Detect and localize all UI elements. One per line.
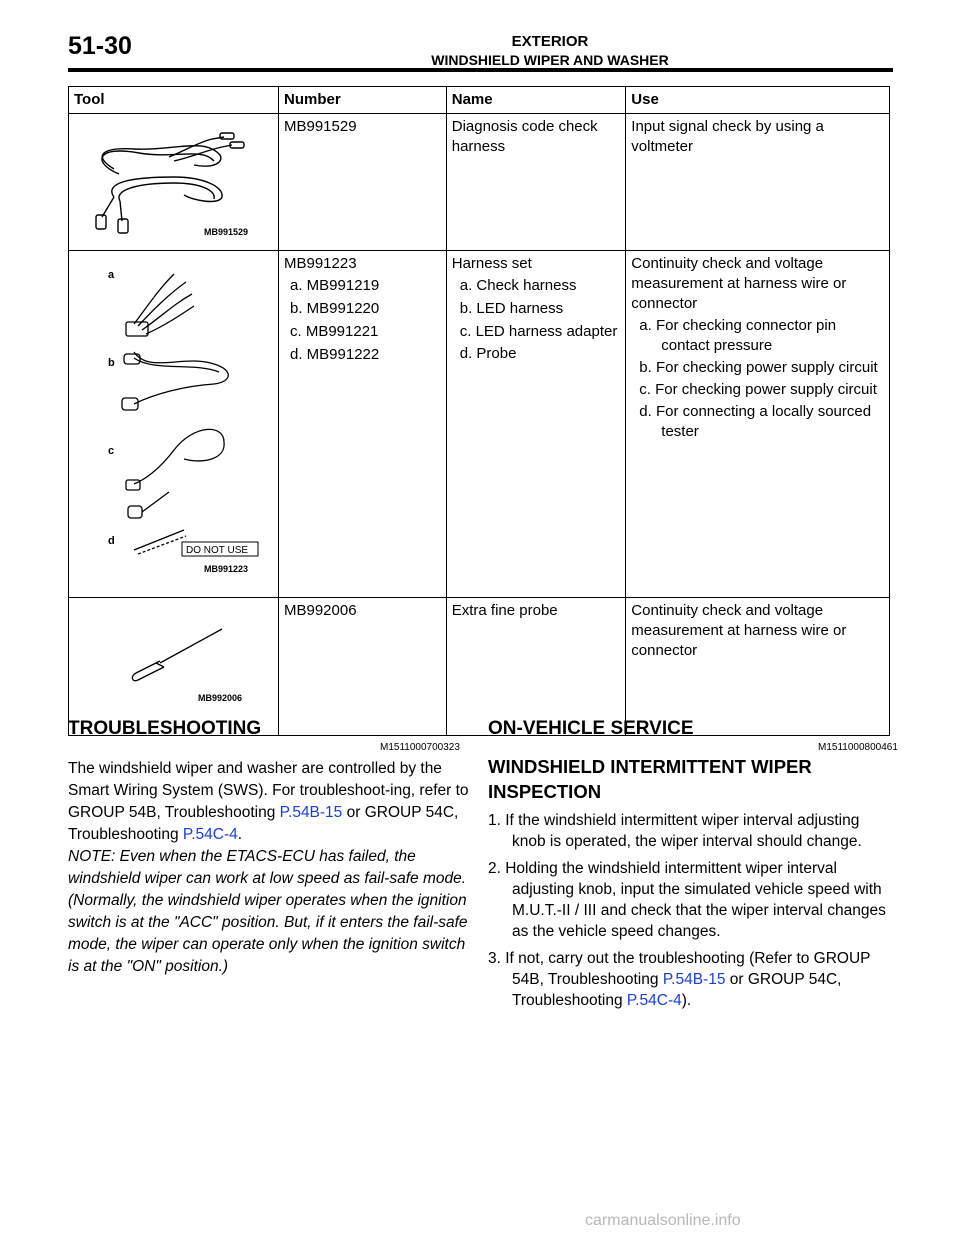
tool-number-item: a. MB991219 bbox=[290, 277, 380, 294]
harness-set-illustration bbox=[74, 254, 274, 588]
tool-name-item: a. Check harness bbox=[459, 277, 577, 294]
tool-image-cell bbox=[69, 598, 279, 736]
header-number: Number bbox=[279, 87, 447, 114]
page-number: 51-30 bbox=[68, 32, 132, 60]
extra-fine-probe-illustration bbox=[74, 601, 274, 726]
link-p54b-15[interactable]: P.54B-15 bbox=[662, 971, 726, 988]
tool-name bbox=[446, 251, 626, 598]
image-letter-d: d bbox=[108, 535, 115, 547]
tool-number: MB991529 bbox=[279, 114, 447, 251]
troubleshooting-code: M1511000700323 bbox=[380, 742, 460, 753]
tool-use: Continuity check and voltage measurement at harness wire or connector bbox=[626, 598, 890, 736]
tool-number-item: b. MB991220 bbox=[290, 300, 380, 317]
link-p54b-15[interactable]: P.54B-15 bbox=[279, 804, 343, 821]
tool-name-main: Harness set bbox=[451, 255, 532, 272]
tool-number: MB992006 bbox=[279, 598, 447, 736]
table-row bbox=[69, 598, 890, 736]
step-item bbox=[488, 948, 893, 1011]
tool-number-item: d. MB991222 bbox=[290, 346, 380, 363]
tool-use-item: c. For checking power supply circuit bbox=[639, 381, 877, 398]
tool-name-item: c. LED harness adapter bbox=[459, 323, 618, 340]
step-text: ). bbox=[681, 992, 692, 1009]
tool-number-main: MB991223 bbox=[284, 255, 357, 272]
paragraph-text: or GROUP 54C, Troubleshooting bbox=[68, 804, 459, 843]
troubleshooting-paragraph bbox=[68, 758, 473, 846]
tool-use-main: Continuity check and voltage measurement at harness wire or connector bbox=[631, 255, 847, 312]
service-code: M1511000800461 bbox=[818, 742, 898, 753]
tool-use-item: d. For connecting a locally sourced tester bbox=[639, 403, 872, 440]
section-subtitle: WINDSHIELD WIPER AND WASHER bbox=[431, 52, 669, 68]
tool-name: Extra fine probe bbox=[446, 598, 626, 736]
tool-use-item: b. For checking power supply circuit bbox=[639, 359, 878, 376]
watermark: carmanualsonline.info bbox=[585, 1212, 741, 1229]
link-p54c-4[interactable]: P.54C-4 bbox=[626, 992, 682, 1009]
tool-number-item: c. MB991221 bbox=[290, 323, 379, 340]
troubleshooting-heading: TROUBLESHOOTING bbox=[68, 718, 262, 739]
troubleshooting-note: NOTE: Even when the ETACS-ECU has failed, the windshield wiper can work at low speed as fail-safe mode. (Normally, the windshield wiper operates when the ignition switch is at the "ACC" position. But, if it enters the fail-safe mode, the wiper can operate only when the ignition switch is at the "ON" position.) bbox=[68, 848, 468, 975]
inspection-heading: WINDSHIELD INTERMITTENT WIPER INSPECTION bbox=[488, 756, 812, 802]
tools-table bbox=[68, 86, 890, 736]
tool-name: Diagnosis code check harness bbox=[446, 114, 626, 251]
service-heading: ON-VEHICLE SERVICE bbox=[488, 718, 694, 739]
diagnosis-harness-illustration bbox=[74, 117, 274, 241]
step-text: 3. If not, carry out the troubleshooting (Refer to GROUP 54B, Troubleshooting bbox=[488, 950, 871, 988]
step-item: 2. Holding the windshield intermittent wiper interval adjusting knob, input the simulated vehicle speed with M.U.T.-II / III and check that the wiper interval changes as the vehicle speed changes. bbox=[488, 860, 886, 940]
step-text: or GROUP 54C, Troubleshooting bbox=[512, 971, 842, 1009]
image-letter-b: b bbox=[108, 357, 115, 369]
do-not-use-label: DO NOT USE bbox=[186, 545, 249, 556]
image-letter-c: c bbox=[108, 445, 115, 457]
tool-use bbox=[626, 251, 890, 598]
section-title: EXTERIOR bbox=[511, 33, 589, 50]
step-item: 1. If the windshield intermittent wiper interval adjusting knob is operated, the wiper interval should change. bbox=[488, 812, 862, 850]
tool-use: Input signal check by using a voltmeter bbox=[626, 114, 890, 251]
table-row bbox=[69, 251, 890, 598]
table-row bbox=[69, 114, 890, 251]
paragraph-text: The windshield wiper and washer are controlled by the Smart Wiring System (SWS). For troubleshoot-ing, refer to GROUP 54B, Troubleshooting bbox=[68, 760, 469, 821]
header-tool: Tool bbox=[69, 87, 279, 114]
header-rule bbox=[68, 68, 893, 72]
tool-number bbox=[279, 251, 447, 598]
inspection-steps bbox=[488, 810, 893, 1017]
tool-use-item: a. For checking connector pin contact pressure bbox=[639, 317, 837, 354]
tool-name-item: b. LED harness bbox=[459, 300, 564, 317]
table-header-row bbox=[69, 87, 890, 114]
image-letter-a: a bbox=[108, 269, 115, 281]
tool-image-label: MB992006 bbox=[198, 693, 243, 703]
tool-image-label: MB991529 bbox=[204, 227, 249, 237]
tool-image-cell bbox=[69, 251, 279, 598]
tool-image-cell bbox=[69, 114, 279, 251]
paragraph-text: . bbox=[237, 826, 243, 843]
header-name: Name bbox=[446, 87, 626, 114]
tool-name-item: d. Probe bbox=[459, 345, 517, 362]
header-use: Use bbox=[626, 87, 890, 114]
link-p54c-4[interactable]: P.54C-4 bbox=[182, 826, 238, 843]
tool-image-label: MB991223 bbox=[204, 564, 249, 574]
